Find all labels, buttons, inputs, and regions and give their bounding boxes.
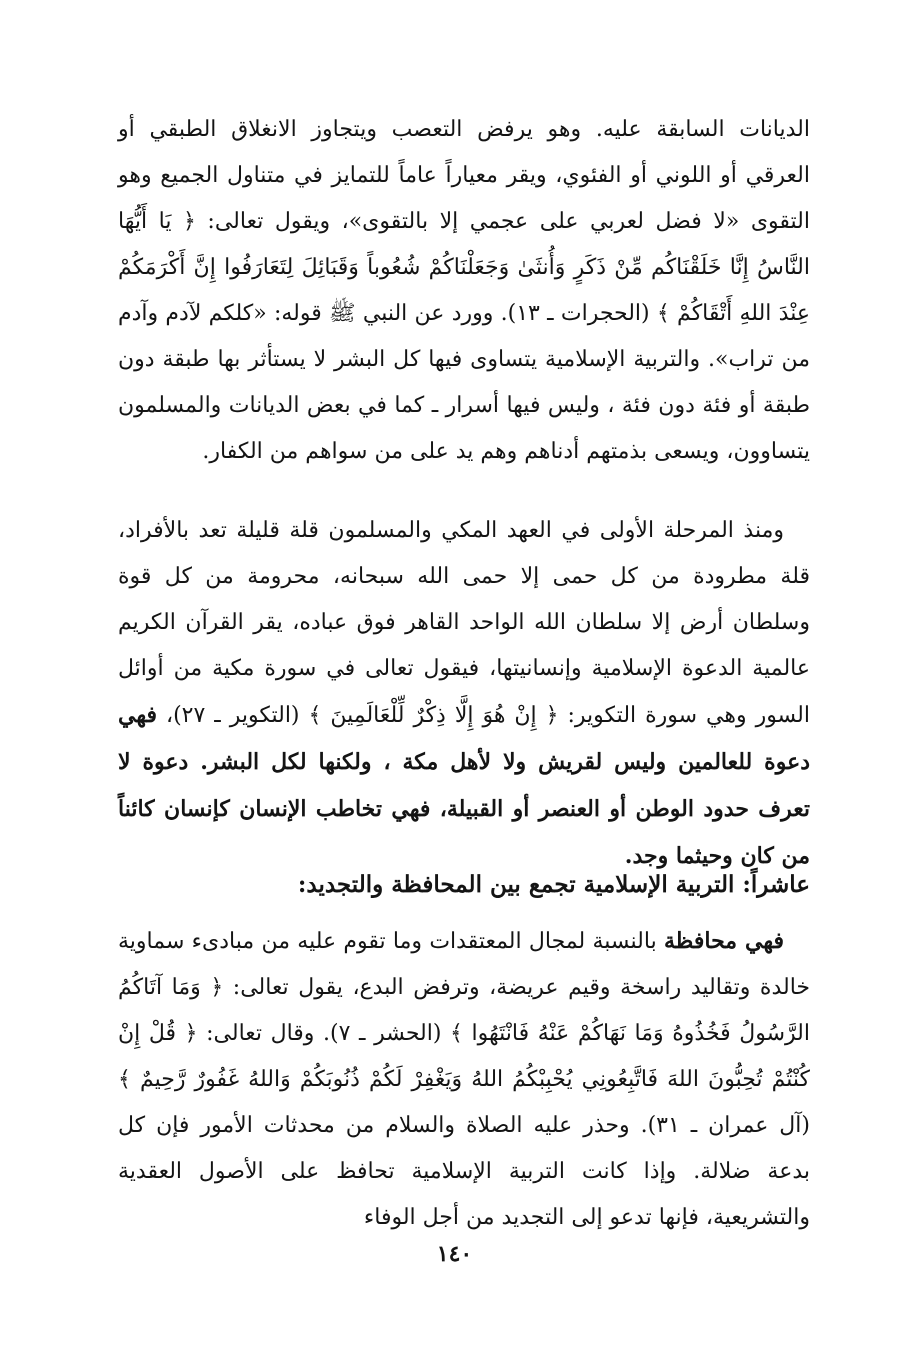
paragraph-universality-emphasis: فهي دعوة للعالمين وليس لقريش ولا لأهل مكة ، ولكنها لكل البشر. دعوة لا تعرف حدود الوطن أو العنصر أو القبيلة، فهي تخاطب الإنسان كإنسان كائناً من كان وحيثما وجد. xyxy=(118,702,810,869)
page-number: ١٤٠ xyxy=(436,1241,473,1267)
paragraph-preservation-lead: فهي محافظة xyxy=(664,928,785,954)
paragraph-universality-text: ومنذ المرحلة الأولى في العهد المكي والمسلمون قلة قليلة تعد بالأفراد، قلة مطرودة من كل حمى إلا حمى الله سبحانه، محرومة من كل قوة وسلطان أرض إلا سلطان الله الواحد القاهر فوق عباده، يقر القرآن الكريم عالمية الدعوة الإسلامية وإنسانيتها، فيقول تعالى في سورة مكية من أوائل السور وهي سورة التكوير: ﴿ إِنْ هُوَ إِلَّا ذِكْرٌ لِّلْعَالَمِينَ ﴾ (التكوير ـ ٢٧)، xyxy=(118,518,811,728)
paragraph-universality xyxy=(118,508,810,880)
section-heading: عاشراً: التربية الإسلامية تجمع بين المحافظة والتجديد: xyxy=(297,871,810,898)
paragraph-equality xyxy=(118,107,810,475)
paragraph-preservation xyxy=(118,918,810,1241)
paragraph-preservation-text: بالنسبة لمجال المعتقدات وما تقوم عليه من مبادىء سماوية خالدة وتقاليد راسخة وقيم عريضة، وترفض البدع، يقول تعالى: ﴿ وَمَا آتَاكُمُ الرَّسُولُ فَخُذُوهُ وَمَا نَهَاكُمْ عَنْهُ فَانْتَهُوا ﴾ (الحشر ـ ٧). وقال تعالى: ﴿ قُلْ إِنْ كُنْتُمْ تُحِبُّونَ اللهَ فَاتَّبِعُونِي يُحْبِبْكُمُ اللهُ وَيَغْفِرْ لَكُمْ ذُنُوبَكُمْ وَاللهُ غَفُورٌ رَّحِيمٌ ﴾ (آل عمران ـ ٣١). وحذر عليه الصلاة والسلام من محدثات الأمور فإن كل بدعة ضلالة. وإذا كانت التربية الإسلامية تحافظ على الأصول العقدية والتشريعية، فإنها تدعو إلى التجديد من أجل الوفاء xyxy=(118,929,810,1230)
paragraph-equality-text: الديانات السابقة عليه. وهو يرفض التعصب ويتجاوز الانغلاق الطبقي أو العرقي أو اللوني أو الفئوي، ويقر معياراً عاماً للتمايز في متناول الجميع وهو التقوى «لا فضل لعربي على عجمي إلا بالتقوى»، ويقول تعالى: ﴿ يَا أَيُّهَا النَّاسُ إِنَّا خَلَقْنَاكُم مِّنْ ذَكَرٍ وَأُنثَىٰ وَجَعَلْنَاكُمْ شُعُوباً وَقَبَائِلَ لِتَعَارَفُوا إِنَّ أَكْرَمَكُمْ عِنْدَ اللهِ أَتْقَاكُمْ ﴾ (الحجرات ـ ١٣). وورد عن النبي ﷺ قوله: «كلكم لآدم وآدم من تراب». والتربية الإسلامية يتساوى فيها كل البشر لا يستأثر بها طبقة دون طبقة أو فئة دون فئة ، وليس فيها أسرار ـ كما في بعض الديانات والمسلمون يتساوون، ويسعى بذمتهم أدناهم وهم يد على من سواهم من الكفار. xyxy=(118,117,810,464)
